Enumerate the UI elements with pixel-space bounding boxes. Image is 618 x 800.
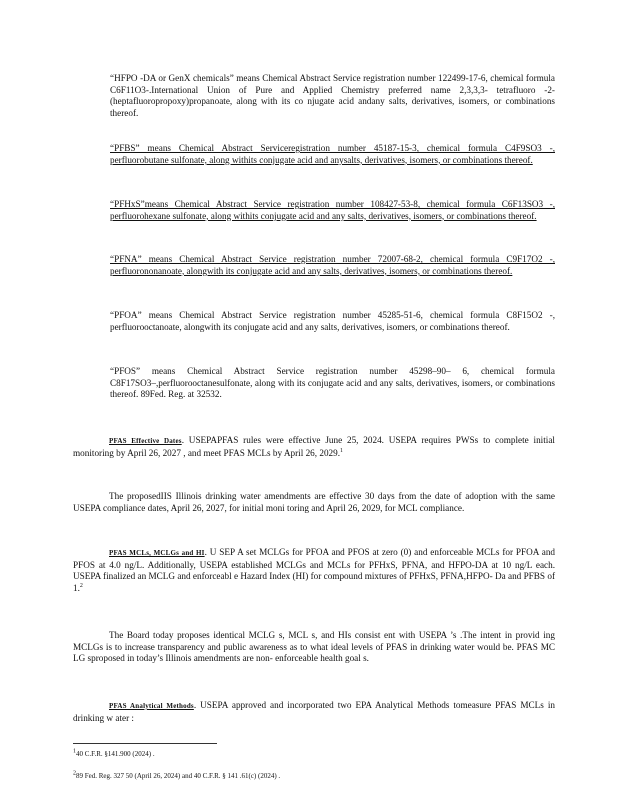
definition-pfbs <box>110 143 555 166</box>
definition-hfpo-da <box>110 73 555 119</box>
section-heading: PFAS MCLs, MCLGs and HI <box>109 549 205 557</box>
definition-pfoa <box>110 310 555 333</box>
paragraph-mcls-mclgs <box>73 547 555 594</box>
definition-text: “PFBS” means Chemical Abstract Serviceregistration number 45187-15-3, chemical formula C4F9SO3 -, perfluorobutane sulfonate, along withits conjugate acid and anysalts, derivatives, isomers, or combinations thereof. <box>110 143 555 165</box>
footnote-ref: 2 <box>79 582 83 589</box>
footnote-mark: 1 <box>73 748 76 755</box>
footnote-divider <box>73 743 217 744</box>
definition-text: “PFHxS”means Chemical Abstract Service registration number 108427-53-8, chemical formula C6F13SO3 -, perfluorohexane sulfonate, along withits conjugate acid and any salts, derivatives, isomers, or combinations thereof. <box>110 199 555 221</box>
paragraph-text: The Board today proposes identical MCLG s, MCL s, and HIs consist ent with USEPA ’s .The intent in provid ing MCLGs is to increase transparency and public awareness as to what ideal levels of PFAS in drinking water would be. PFAS MC LG sproposed in today’s Illinois amendments are non- enforceable health goal s. <box>73 630 555 664</box>
definition-text: “PFOS” means Chemical Abstract Service registration number 45298–90– 6, chemical formula C8F17SO3–,perfluorooctanesulfonate, along with its conjugate acid and any salts, derivatives, isomers, or combinations thereof. 89Fed. Reg. at 32532. <box>110 366 555 400</box>
footnote-text: 89 Fed. Reg. 327 50 (April 26, 2024) and 40 C.F.R. § 141 .61(c) (2024) . <box>76 772 281 780</box>
paragraph-text: . USEPA approved and incorporated two EPA Analytical Methods tomeasure PFAS MCLs in drinking w ater : <box>73 700 555 723</box>
definition-pfna <box>110 254 555 277</box>
definition-pfhxs <box>110 199 555 222</box>
definition-text: “HFPO -DA or GenX chemicals” means Chemical Abstract Service registration number 122499-17-6, chemical formula C6F11O3-.International Union of Pure and Applied Chemistry preferred name 2,3,3,3- tetrafluoro -2-(heptafluoropropoxy)propanoate, along with its co njugate acid andany salts, derivatives, isomers, or combinations thereof. <box>110 73 555 118</box>
footnote-2 <box>73 772 280 781</box>
section-heading: PFAS Analytical Methods <box>109 702 194 710</box>
footnote-text: 40 C.F.R. §141.900 (2024) . <box>76 750 155 758</box>
definition-pfos <box>110 366 555 401</box>
footnote-mark: 2 <box>73 770 76 777</box>
paragraph-text: . USEPAPFAS rules were effective June 25, 2024. USEPA requires PWSs to complete initial monitoring by April 26, 2027 , and meet PFAS MCLs by April 26, 2029. <box>73 435 555 458</box>
paragraph-board-proposes <box>73 630 555 665</box>
footnote-1 <box>73 750 155 759</box>
paragraph-text: . U SEP A set MCLGs for PFOA and PFOS at zero (0) and enforceable MCLs for PFOA and PFOS at 4.0 ng/L. Additionally, USEPA established MCLGs and MCLs for PFHxS, PFNA, and HFPO-DA at 10 ng/L each. USEPA finalized an MCLG and enforceabl e Hazard Index (HI) for compound mixtures of PFHxS, PFNA,HFPO- Da and PFBS of 1. <box>73 547 556 593</box>
paragraph-analytical-methods <box>73 700 555 724</box>
definition-text: “PFNA” means Chemical Abstract Service registration number 72007-68-2, chemical formula C9F17O2 -, perfluorononanoate, alongwith its conjugate acid and any salts, derivatives, isomers, or combinations thereof. <box>110 254 555 276</box>
paragraph-illinois-amendments <box>73 491 555 514</box>
paragraph-text: The proposedIIS Illinois drinking water amendments are effective 30 days from the date of adoption with the same USEPA compliance dates, April 26, 2027, for initial moni toring and April 26, 2029, for MCL compliance. <box>73 491 555 513</box>
definition-text: “PFOA” means Chemical Abstract Service registration number 45285-51-6, chemical formula C8F15O2 -, perfluorooctanoate, alongwith its conjugate acid and any salts, derivatives, isomers, or combinations thereof. <box>110 310 555 332</box>
section-heading: PFAS Effective Dates <box>109 437 182 445</box>
footnote-ref: 1 <box>340 447 344 454</box>
paragraph-effective-dates <box>73 435 555 459</box>
